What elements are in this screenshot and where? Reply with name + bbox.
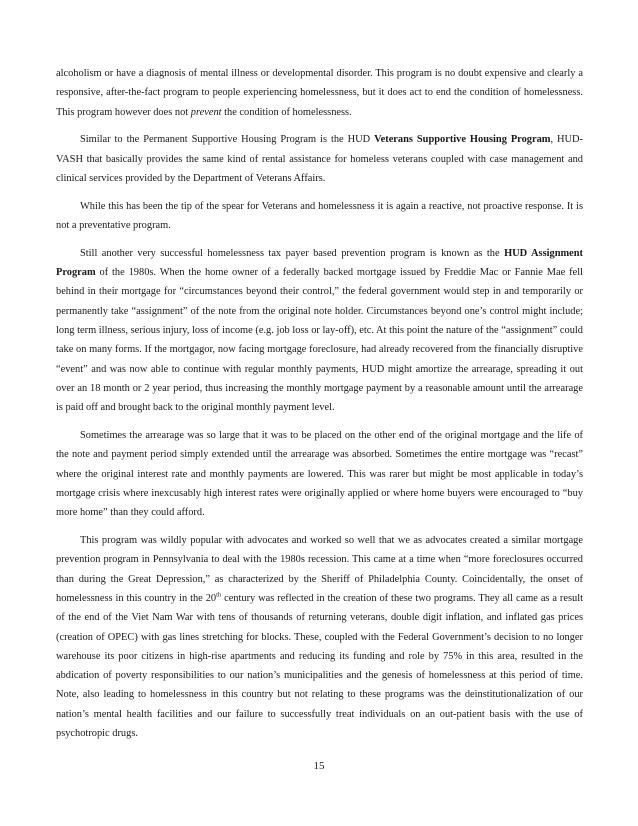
bold-vash-program: Veterans Supportive Housing Program (374, 134, 551, 146)
paragraph-2-text: Similar to the Permanent Supportive Housing Program is the HUD (80, 134, 375, 146)
paragraph-4 (56, 244, 583, 418)
paragraph-4-text: Still another very successful homelessness tax payer based prevention program is known as the (80, 247, 505, 259)
paragraph-2-text-end: , HUD-VASH that basically provides the same kind of rental assistance for homeless veterans coupled with case management and clinical services provided by the Department of Veterans Affairs. (56, 134, 583, 184)
paragraph-4-text-end: of the 1980s. When the home owner of a federally backed mortgage issued by Freddie Mac or Fannie Mae fell behind in their mortgage for “circumstances beyond their control,” the federal government would step in and temporarily or permanently take “assignment” of the note from the original note holder. Circumstances beyond one’s control might include; long term illness, serious injury, loss of income (e.g. job loss or lay-off), etc. At this point the nature of the “assignment” could take on many forms. If the mortgagor, now facing mortgage foreclosure, had already recovered from the financially disruptive “event” and was now able to continue with regular monthly payments, HUD might amortize the arrearage, spreading it out over an 18 month or 2 year period, thus increasing the monthly mortgage payment by a reasonable amount until the arrearage is paid off and brought back to the original monthly payment level. (56, 267, 583, 414)
paragraph-6-text-end: century was reflected in the creation of these two programs. They all came as a result of the end of the Viet Nam War with tens of thousands of returning veterans, double digit inflation, and inflated gas prices (creation of OPEC) with gas lines stretching for blocks. These, coupled with the Federal Government’s decision to no longer warehouse its poor citizens in high-rise apartments and reducing its funding and role by 75% in this area, resulted in the abdication of poverty responsibilities to our nation’s municipalities and the genesis of homelessness at this period of time. Note, also leading to homelessness in this country but not relating to these programs was the deinstitutionalization of our nation’s mental health facilities and our failure to successfully treat individuals on an out-patient basis with the use of psychotropic drugs. (56, 592, 584, 739)
paragraph-6-text: This program was wildly popular with advocates and worked so well that we as advocates created a similar mortgage prevention program in Pennsylvania to deal with the 1980s recession. This came at a time when “more foreclosures occurred than during the Great Depression,” as characterized by the Sheriff of Philadelphia County. Coincidentally, the onset of homelessness in this country in the 20 (56, 535, 583, 604)
paragraph-5-text: Sometimes the arrearage was so large that it was to be placed on the other end of the original mortgage and the life of the note and payment period simply extended until the arrearage was absorbed. Sometimes the entire mortgage was “recast” where the original interest rate and monthly payments are lowered. This was rarer but might be most applicable in today’s mortgage crisis where inexcusably high interest rates were originally applied or where home buyers were encouraged to “buy more home” than they could afford. (56, 430, 583, 519)
paragraph-3 (56, 197, 583, 236)
superscript-th: th (216, 591, 222, 599)
paragraph-1-text: alcoholism or have a diagnosis of mental illness or developmental disorder. This program is no doubt expensive and clearly a responsive, after-the-fact program to people experiencing homelessness, but it does act to end the condition of homelessness. This program however does not (56, 68, 583, 118)
paragraph-6 (56, 531, 583, 743)
emphasis-prevent: prevent (190, 106, 222, 118)
bold-assignment-program: HUD Assignment Program (56, 247, 583, 279)
paragraph-5 (56, 426, 583, 522)
paragraph-1 (56, 64, 583, 122)
paragraph-3-text: While this has been the tip of the spear for Veterans and homelessness it is again a reactive, not proactive response. It is not a preventative program. (56, 200, 583, 232)
document-page (56, 64, 583, 752)
paragraph-2 (56, 130, 583, 188)
paragraph-1-text-end: the condition of homelessness. (221, 106, 352, 118)
page-number: 15 (313, 760, 325, 772)
